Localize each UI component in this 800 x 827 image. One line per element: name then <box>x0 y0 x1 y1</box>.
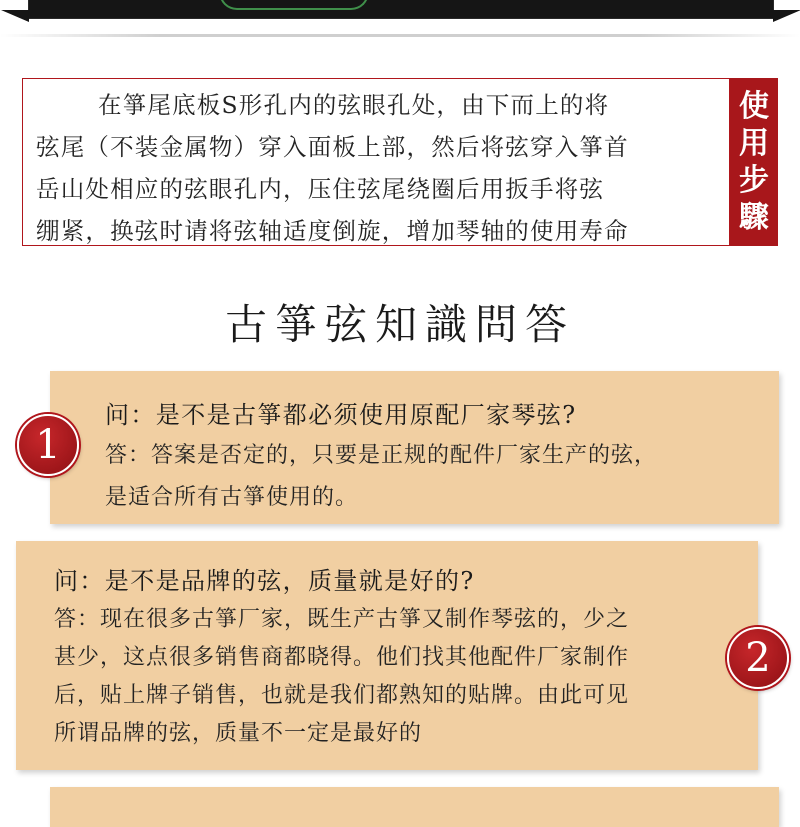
usage-line: 岳山处相应的弦眼孔内，压住弦尾绕圈后用扳手将弦 <box>36 175 605 203</box>
tab-char: 步 <box>739 163 769 198</box>
qa-answer-line: 是适合所有古箏使用的。 <box>105 485 359 510</box>
qa-question: 问：是不是品牌的弦，质量就是好的? <box>54 567 475 595</box>
qa-answer-line: 所谓品牌的弦，质量不一定是最好的 <box>54 721 423 746</box>
number-badge-2: 2 <box>727 627 789 689</box>
section-title: 古箏弦知識問答 <box>224 300 575 349</box>
qa-answer-line: 答：现在很多古箏厂家，既生产古箏又制作琴弦的，少之 <box>54 607 630 632</box>
usage-steps-tab <box>730 78 778 246</box>
qa-answer-line: 后，贴上牌子销售，也就是我们都熟知的贴牌。由此可见 <box>54 683 630 708</box>
divider-rule <box>0 34 800 37</box>
qa-card-1 <box>50 371 779 524</box>
usage-line: 绷紧，换弦时请将弦轴适度倒旋，增加琴轴的使用寿命 <box>36 217 629 245</box>
banner-corner-right <box>773 10 800 22</box>
qa-content <box>105 395 657 519</box>
qa-answer-line: 答：答案是否定的，只要是正规的配件厂家生产的弦， <box>105 443 658 468</box>
qa-answer-line: 甚少，这点很多销售商都晓得。他们找其他配件厂家制作 <box>54 645 630 670</box>
usage-instructions-text <box>36 84 726 252</box>
qa-content <box>54 561 629 753</box>
qa-card-2 <box>16 541 758 770</box>
tab-char: 用 <box>739 126 769 161</box>
banner-corner-left <box>1 10 29 22</box>
tab-char: 使 <box>739 89 769 124</box>
tab-char: 驟 <box>739 200 769 235</box>
qa-question: 问：是不是古箏都必须使用原配厂家琴弦? <box>105 401 577 429</box>
usage-line: 弦尾（不装金属物）穿入面板上部，然后将弦穿入箏首 <box>36 133 629 161</box>
top-banner-image <box>28 0 774 19</box>
number-badge-1: 1 <box>17 414 79 476</box>
jade-ornament <box>219 0 369 10</box>
usage-steps-label <box>730 88 778 236</box>
qa-card-3 <box>50 787 779 827</box>
usage-line: 在箏尾底板S形孔内的弦眼孔处，由下而上的将 <box>98 91 610 119</box>
